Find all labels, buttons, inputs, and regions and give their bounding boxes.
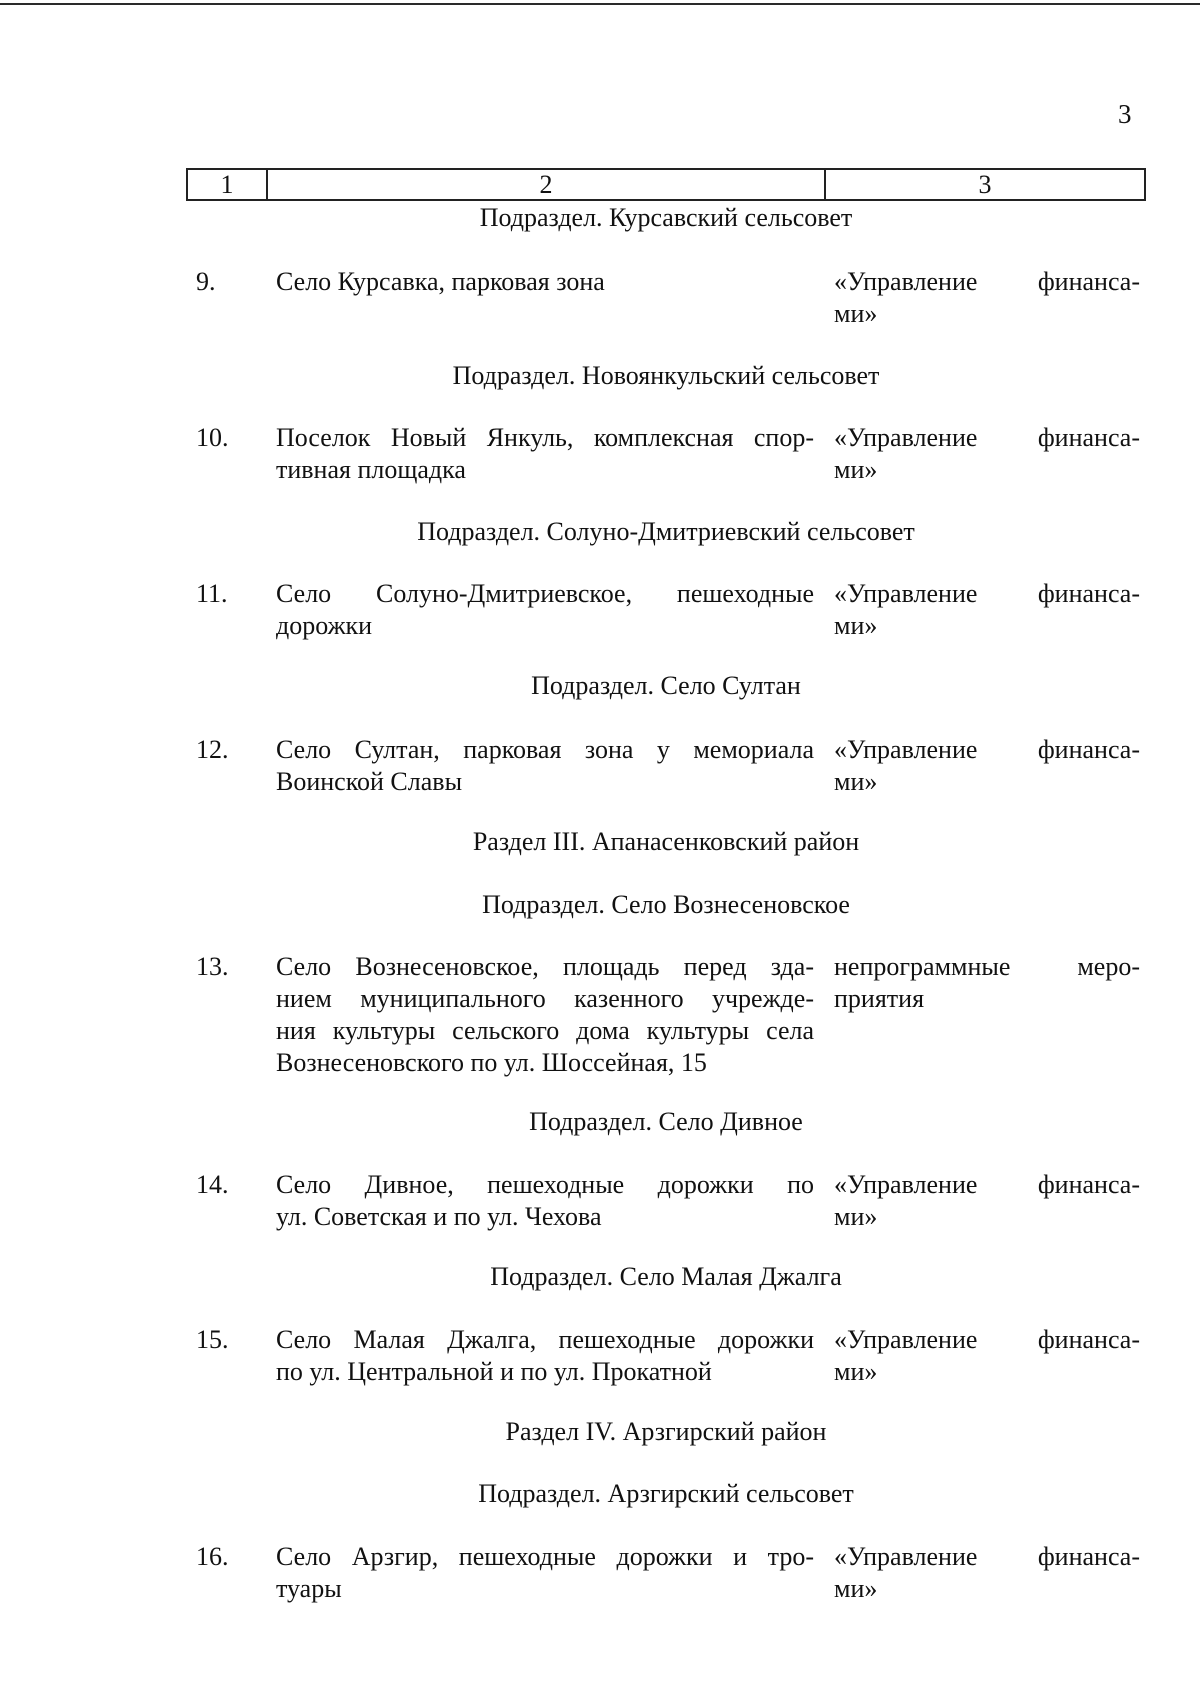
funding-line: приятия [834, 984, 925, 1013]
funding-source [834, 1169, 1140, 1233]
row-number: 12. [196, 735, 229, 764]
subsection-heading: Подраздел. Новоянкульский сельсовет [452, 361, 880, 390]
funding-source [834, 1541, 1140, 1605]
description-line: Село Дивное, пешеходные дорожки по [276, 1170, 814, 1199]
funding-source [834, 1324, 1140, 1388]
funding-line: ми» [834, 611, 878, 640]
subsection-heading: Подраздел. Село Вознесеновское [482, 890, 850, 919]
row-number: 9. [196, 267, 216, 296]
funding-source [834, 422, 1140, 486]
funding-line: ми» [834, 1202, 878, 1231]
row-number: 11. [196, 579, 228, 608]
object-description [276, 1324, 814, 1388]
description-line: Село Султан, парковая зона у мемориала [276, 735, 814, 764]
description-line: Вознесеновского по ул. Шоссейная, 15 [276, 1048, 707, 1077]
row-number: 13. [196, 952, 229, 981]
object-description [276, 266, 814, 298]
column-header-3: 3 [978, 170, 992, 199]
subsection-heading: Подраздел. Село Султан [531, 671, 801, 700]
description-line: ул. Советская и по ул. Чехова [276, 1202, 602, 1231]
section-heading: Раздел III. Апанасенковский район [472, 827, 860, 856]
description-line: Воинской Славы [276, 767, 463, 796]
description-line: Село Малая Джалга, пешеходные дорожки [276, 1325, 814, 1354]
funding-line: «Управление финанса- [834, 579, 1140, 608]
description-line: по ул. Центральной и по ул. Прокатной [276, 1357, 712, 1386]
row-number: 14. [196, 1170, 229, 1199]
row-number: 10. [196, 423, 229, 452]
description-line: Село Курсавка, парковая зона [276, 267, 605, 296]
section-heading: Раздел IV. Арзгирский район [505, 1417, 827, 1446]
funding-line: ми» [834, 299, 878, 328]
column-header-2: 2 [268, 170, 826, 199]
description-line: тивная площадка [276, 455, 466, 484]
description-line: нием муниципального казенного учрежде- [276, 984, 814, 1013]
description-line: Поселок Новый Янкуль, комплексная спор- [276, 423, 814, 452]
subsection-heading: Подраздел. Село Дивное [529, 1107, 803, 1136]
object-description [276, 578, 814, 642]
description-line: дорожки [276, 611, 373, 640]
subsection-heading: Подраздел. Село Малая Джалга [490, 1262, 842, 1291]
object-description [276, 951, 814, 1079]
subsection-heading: Подраздел. Солуно-Дмитриевский сельсовет [417, 517, 915, 546]
funding-line: ми» [834, 767, 878, 796]
funding-line: «Управление финанса- [834, 1325, 1140, 1354]
funding-source [834, 951, 1140, 1015]
funding-line: ми» [834, 1357, 878, 1386]
funding-line: «Управление финанса- [834, 735, 1140, 764]
funding-line: «Управление финанса- [834, 267, 1140, 296]
funding-line: «Управление финанса- [834, 1170, 1140, 1199]
description-line: ния культуры сельского дома культуры села [276, 1016, 814, 1045]
object-description [276, 734, 814, 798]
funding-line: «Управление финанса- [834, 423, 1140, 452]
funding-line: «Управление финанса- [834, 1542, 1140, 1571]
description-line: Село Арзгир, пешеходные дорожки и тро- [276, 1542, 814, 1571]
top-border-line [0, 3, 1200, 5]
funding-line: ми» [834, 455, 878, 484]
object-description [276, 1541, 814, 1605]
funding-source [834, 266, 1140, 330]
funding-line: ми» [834, 1574, 878, 1603]
row-number: 16. [196, 1542, 229, 1571]
subsection-heading: Подраздел. Арзгирский сельсовет [478, 1479, 854, 1508]
page-number: 3 [1118, 99, 1132, 129]
funding-source [834, 734, 1140, 798]
funding-line: непрограммные меро- [834, 952, 1140, 981]
description-line: Село Вознесеновское, площадь перед зда- [276, 952, 814, 981]
object-description [276, 1169, 814, 1233]
row-number: 15. [196, 1325, 229, 1354]
subsection-heading: Подраздел. Курсавский сельсовет [479, 203, 853, 232]
description-line: Село Солуно-Дмитриевское, пешеходные [276, 579, 814, 608]
column-header-row [186, 168, 1146, 201]
column-header-1: 1 [188, 170, 268, 199]
funding-source [834, 578, 1140, 642]
description-line: туары [276, 1574, 342, 1603]
object-description [276, 422, 814, 486]
